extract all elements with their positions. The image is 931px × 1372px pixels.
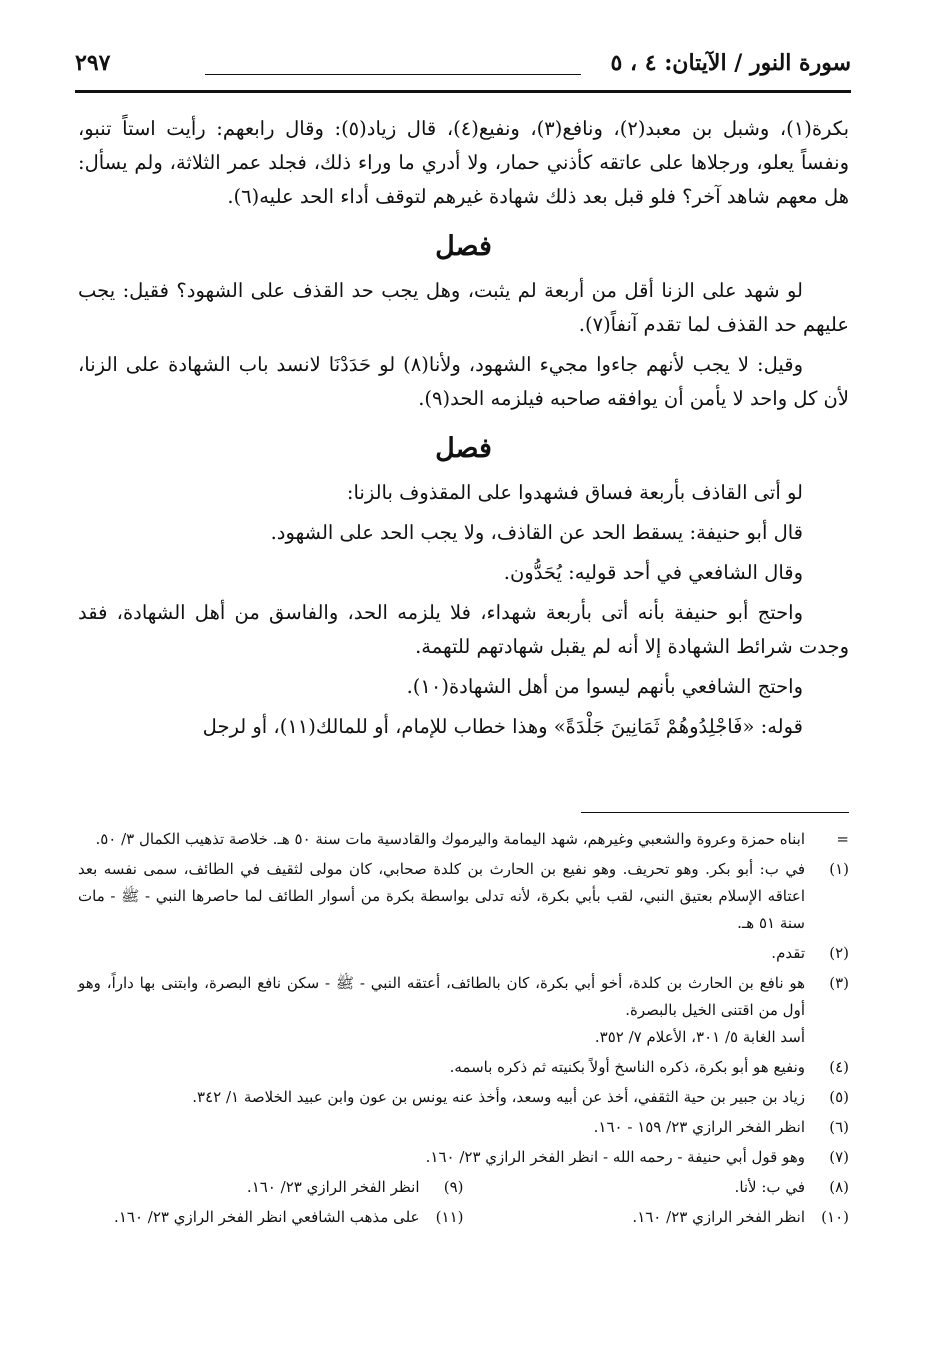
paragraph-4: لو أتى القاذف بأربعة فساق فشهدوا على المقذوف بالزنا: [346,481,803,504]
footnote-text: وهو قول أبي حنيفة - رحمه الله - انظر الفخر الرازي ٢٣/ ١٦٠. [425,1148,805,1166]
footnote-6 [78,1114,849,1141]
footnote-text: في ب: لأنا. [734,1178,805,1196]
footnotes [78,826,849,1234]
footnote-row-8-9 [78,1174,849,1201]
footnote-number: (٦) [829,1118,849,1136]
footnote-number: (١٠) [821,1208,849,1226]
footnote-text: في ب: أبو بكر. وهو تحريف. وهو نفيع بن الحارث بن كلدة صحابي، كان مولى لثقيف في الطائف، سمى نفسه بعد اعتاقه الإسلام بعتيق النبي، لقب بأبي بكرة، لأنه تدلى بواسطة بكرة من أسوار الطائف لما حاصرها النبي - ﷺ - مات سنة ٥١ هـ. [78,860,805,932]
footnote-text: زياد بن جبير بن حية الثقفي، أخذ عن أبيه وسعد، وأخذ عنه يونس بن عون وابن عبيد الخلاصة ١/ ٣٤٢. [192,1088,805,1106]
footnote-number: (٢) [829,944,849,962]
page-header [75,50,851,84]
footnote-number: (١١) [435,1208,464,1226]
paragraph-2: لو شهد على الزنا أقل من أربعة لم يثبت، وهل يجب حد القذف على الشهود؟ فقيل: يجب عليهم حد القذف لما تقدم آنفاً(٧). [78,279,849,336]
paragraph-5: قال أبو حنيفة: يسقط الحد عن القاذف، ولا يجب الحد على الشهود. [270,521,803,544]
footnote-separator [581,812,849,813]
footnote-4 [78,1054,849,1081]
section-heading-2: فصل [435,433,492,464]
main-text [78,112,849,744]
header-dash-rule [205,74,581,75]
footnote-text: على مذهب الشافعي انظر الفخر الرازي ٢٣/ ١٦٠. [114,1208,420,1226]
footnote-10 [464,1204,850,1231]
footnote-text: انظر الفخر الرازي ٢٣/ ١٦٠. [246,1178,420,1196]
footnote-number: = [836,830,849,848]
footnote-text: هو نافع بن الحارث بن كلدة، أخو أبي بكرة، كان بالطائف، أعتقه النبي - ﷺ - سكن نافع البصرة، وابتنى بها داراً، وهو أول من اقتنى الخيل بالبصرة. [78,974,805,1019]
paragraph-6: وقال الشافعي في أحد قوليه: يُحَدُّون. [503,561,803,584]
footnote-row-10-11 [78,1204,849,1231]
paragraph-8: واحتج الشافعي بأنهم ليسوا من أهل الشهادة(١٠). [406,675,803,698]
footnote-3 [78,970,849,1051]
page-number: ٢٩٧ [75,50,111,76]
paragraph-1: بكرة(١)، وشبل بن معبد(٢)، ونافع(٣)، ونفيع(٤)، قال زياد(٥): وقال رابعهم: رأيت استاً تنبو، ونفساً يعلو، ورجلاها على عاتقه كأذني حمار، ولا أدري ما وراء ذلك، فجلد عمر الثلاثة، ولم يسأل: هل معهم شاهد آخر؟ فلو قبل بعد ذلك شهادة غيرهم لتوقف أداء الحد عليه(٦). [78,117,849,208]
footnote-text: تقدم. [771,944,805,962]
running-title: سورة النور / الآيتان: ٤ ، ٥ [610,50,851,76]
footnote-source: أسد الغابة ٥/ ٣٠١، الأعلام ٧/ ٣٥٢. [594,1028,805,1046]
footnote-text: انظر الفخر الرازي ٢٣/ ١٥٩ - ١٦٠. [593,1118,805,1136]
footnote-number: (١) [829,860,849,878]
footnote-5 [78,1084,849,1111]
section-heading-1: فصل [435,231,492,262]
footnote-7 [78,1144,849,1171]
footnote-number: (٨) [829,1178,849,1196]
footnote-number: (٤) [829,1058,849,1076]
footnote-2 [78,940,849,967]
footnote-number: (٩) [443,1178,464,1196]
footnote-9 [78,1174,464,1201]
paragraph-7: واحتج أبو حنيفة بأنه أتى بأربعة شهداء، فلا يلزمه الحد، والفاسق من أهل الشهادة، فقد وجدت شرائط الشهادة إلا أنه لم يقبل شهادتهم للتهمة. [78,601,849,658]
paragraph-3: وقيل: لا يجب لأنهم جاءوا مجيء الشهود، ولأنا(٨) لو حَدَدْنَا لانسد باب الشهادة على الزنا، لأن كل واحد لا يأمن أن يوافقه صاحبه فيلزمه الحد(٩). [78,353,849,410]
footnote-number: (٧) [829,1148,849,1166]
header-rule [75,90,851,93]
footnote-text: ابناه حمزة وعروة والشعبي وغيرهم، شهد اليمامة واليرموك والقادسية مات سنة ٥٠ هـ. خلاصة تذهيب الكمال ٣/ ٥٠. [95,830,805,848]
footnote-1 [78,856,849,937]
footnote-11 [78,1204,464,1231]
footnote-continuation [78,826,849,853]
footnote-number: (٣) [829,974,849,992]
footnote-text: انظر الفخر الرازي ٢٣/ ١٦٠. [632,1208,805,1226]
footnote-text: ونفيع هو أبو بكرة، ذكره الناسخ أولاً بكنيته ثم ذكره باسمه. [449,1058,805,1076]
paragraph-9: قوله: «فَاجْلِدُوهُمْ ثَمَانِينَ جَلْدَةً» وهذا خطاب للإمام، أو للمالك(١١)، أو لرجل [202,715,803,738]
footnote-8 [464,1174,850,1201]
footnote-number: (٥) [829,1088,849,1106]
